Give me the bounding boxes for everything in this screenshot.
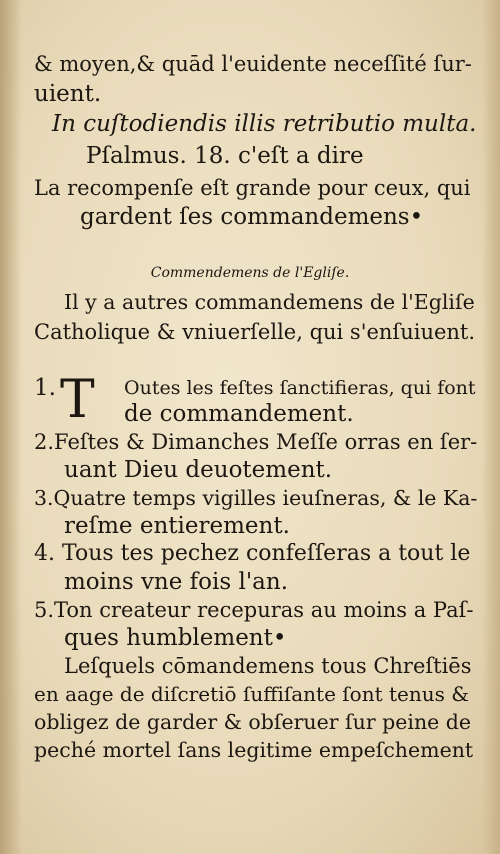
commandment-line: 2.Feſtes & Dimanches Meſſe orras en ſer- <box>34 430 478 454</box>
commandment-line: reſme entierement. <box>64 513 290 539</box>
commandment-line: 4. Tous tes pechez confeſſeras a tout le <box>34 541 471 566</box>
page-edge-shadow <box>0 0 22 854</box>
drop-capital: T <box>60 370 95 430</box>
section-heading: Commendemens de l'Egliſe. <box>150 265 350 281</box>
text-line: & moyen,& quād l'euidente neceſſité ſur- <box>34 52 472 76</box>
commandment-line: moins vne fois l'an. <box>64 569 289 595</box>
commandment-line: de commandement. <box>124 401 354 427</box>
latin-quote: In cuſtodiendis illis retributio multa. <box>52 111 477 137</box>
text-line: La recompenſe eſt grande pour ceux, qui <box>34 176 471 200</box>
closing-line: obligez de garder & obſeruer ſur peine de <box>34 710 472 734</box>
closing-line: peché mortel ſans legitime empeſchement <box>34 738 474 762</box>
commandment-line: 5.Ton createur recepuras au moins a Paſ- <box>34 598 474 622</box>
closing-line: Leſquels cōmandemens tous Chreſtiēs <box>64 654 472 678</box>
intro-line: Il y a autres commandemens de l'Egliſe <box>64 290 475 314</box>
psalm-reference: Pſalmus. 18. c'eſt a dire <box>86 143 364 169</box>
text-line: gardent ſes commandemens• <box>80 204 424 230</box>
commandment-line: 3.Quatre temps vigilles ieuſneras, & le Ka- <box>34 486 478 510</box>
commandment-line: uant Dieu deuotement. <box>64 457 333 483</box>
commandment-number: 1. <box>34 375 56 401</box>
closing-line: en aage de diſcretiō ſuffiſante ſont tenus & <box>34 682 470 706</box>
commandment-line: ques humblement• <box>64 625 287 651</box>
text-line: uient. <box>34 81 102 107</box>
page-edge-shadow <box>482 0 500 854</box>
commandment-line: Outes les feſtes ſanctifieras, qui font <box>124 377 476 399</box>
intro-line: Catholique & vniuerſelle, qui s'enſuiuent. <box>34 320 476 344</box>
